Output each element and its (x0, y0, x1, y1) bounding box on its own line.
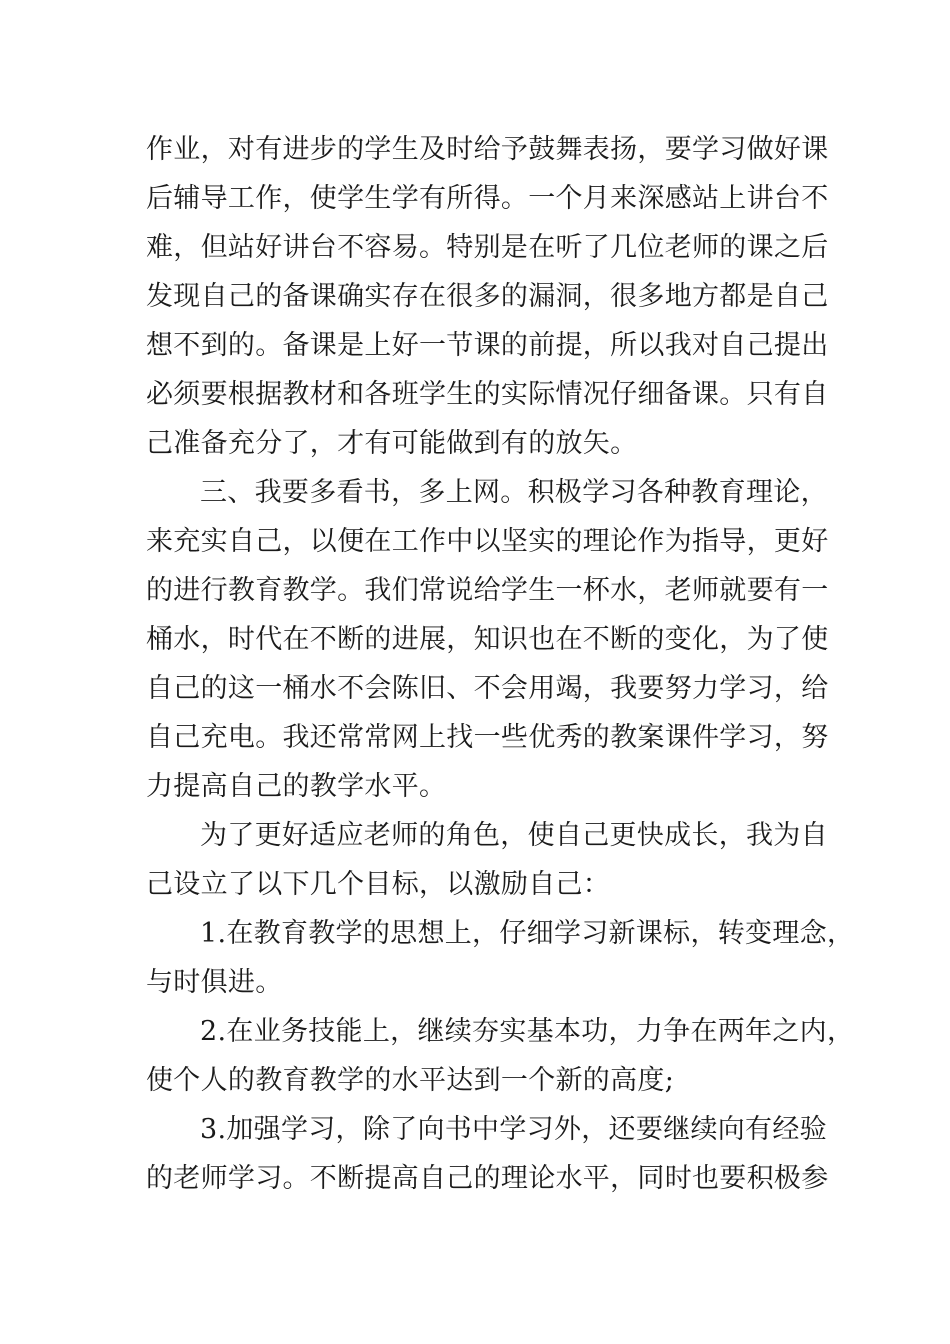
text-line: 三、我要多看书，多上网。积极学习各种教育理论， (200, 477, 828, 508)
text-line: 想不到的。备课是上好一节课的前提，所以我对自己提出 (146, 330, 829, 361)
text-line: 与时俱进。 (146, 967, 283, 998)
text-line: 力提高自己的教学水平。 (146, 771, 447, 802)
document-body (146, 125, 855, 1203)
text-line: 桶水，时代在不断的进展，知识也在不断的变化，为了使 (146, 624, 829, 655)
text-line: 作业，对有进步的学生及时给予鼓舞表扬，要学习做好课 (146, 134, 829, 165)
text-line: 难，但站好讲台不容易。特别是在听了几位老师的课之后 (146, 232, 829, 263)
text-line: 为了更好适应老师的角色，使自己更快成长，我为自 (200, 820, 828, 851)
text-line: 发现自己的备课确实存在很多的漏洞，很多地方都是自己 (146, 281, 829, 312)
text-line: 3.加强学习，除了向书中学习外，还要继续向有经验 (200, 1114, 827, 1145)
text-line: 必须要根据教材和各班学生的实际情况仔细备课。只有自 (146, 379, 829, 410)
text-line: 2.在业务技能上，继续夯实基本功，力争在两年之内， (200, 1016, 855, 1047)
text-line: 使个人的教育教学的水平达到一个新的高度; (146, 1065, 675, 1096)
text-line: 己设立了以下几个目标，以激励自己： (146, 869, 611, 900)
text-line: 己准备充分了，才有可能做到有的放矢。 (146, 428, 638, 459)
text-line: 来充实自己，以便在工作中以坚实的理论作为指导，更好 (146, 526, 829, 557)
text-line: 1.在教育教学的思想上，仔细学习新课标，转变理念， (200, 918, 855, 949)
text-line: 的进行教育教学。我们常说给学生一杯水，老师就要有一 (146, 575, 829, 606)
text-line: 的老师学习。不断提高自己的理论水平，同时也要积极参 (146, 1163, 829, 1194)
text-line: 后辅导工作，使学生学有所得。一个月来深感站上讲台不 (146, 183, 829, 214)
text-line: 自己充电。我还常常网上找一些优秀的教案课件学习，努 (146, 722, 829, 753)
text-line: 自己的这一桶水不会陈旧、不会用竭，我要努力学习，给 (146, 673, 829, 704)
